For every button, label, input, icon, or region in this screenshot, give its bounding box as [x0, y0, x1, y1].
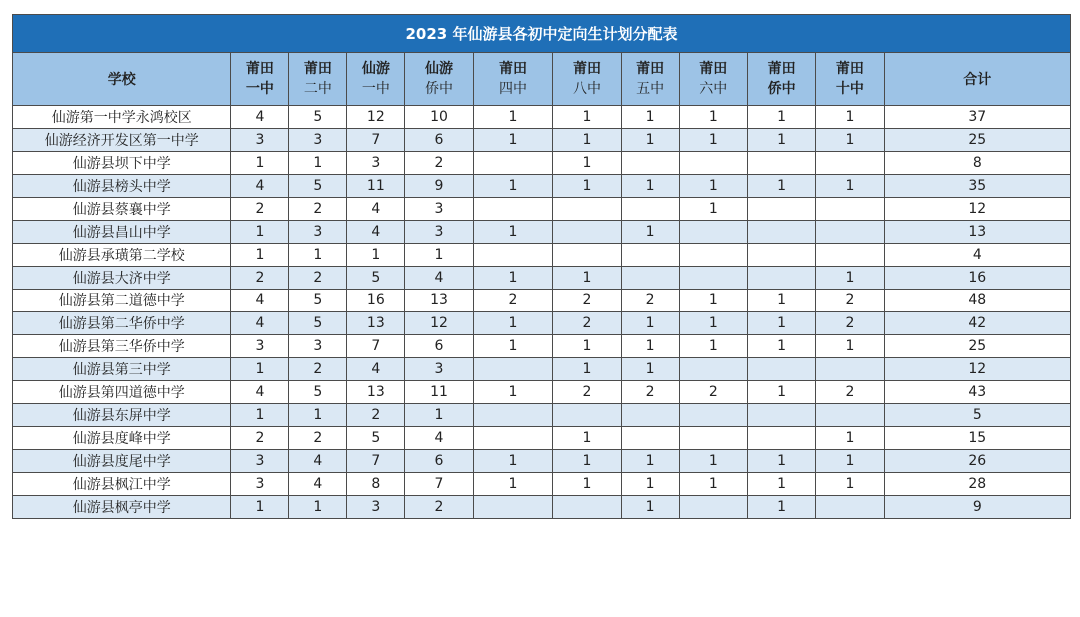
quota-cell: 3: [231, 450, 289, 473]
school-name-cell: 仙游县度峰中学: [13, 427, 231, 450]
quota-cell: 1: [679, 450, 747, 473]
quota-cell: 1: [747, 335, 815, 358]
quota-cell: 4: [231, 289, 289, 312]
quota-cell: 1: [289, 243, 347, 266]
quota-cell: 5: [347, 427, 405, 450]
quota-cell: [473, 404, 553, 427]
quota-cell: 1: [816, 450, 884, 473]
table-row: [13, 151, 1071, 174]
quota-cell: 2: [289, 266, 347, 289]
quota-cell: [747, 220, 815, 243]
quota-cell: 1: [679, 473, 747, 496]
quota-cell: 1: [747, 450, 815, 473]
total-cell: 28: [884, 473, 1070, 496]
quota-cell: 2: [816, 312, 884, 335]
quota-cell: [473, 151, 553, 174]
quota-cell: [621, 427, 679, 450]
quota-cell: 13: [347, 381, 405, 404]
quota-cell: 1: [289, 151, 347, 174]
quota-cell: [473, 427, 553, 450]
total-cell: 8: [884, 151, 1070, 174]
school-name-cell: 仙游县枫江中学: [13, 473, 231, 496]
quota-cell: 1: [816, 427, 884, 450]
quota-cell: 3: [405, 197, 473, 220]
quota-cell: 6: [405, 335, 473, 358]
quota-cell: 1: [473, 450, 553, 473]
quota-cell: 4: [231, 381, 289, 404]
quota-cell: 11: [347, 174, 405, 197]
total-cell: 42: [884, 312, 1070, 335]
total-cell: 12: [884, 358, 1070, 381]
quota-cell: 1: [553, 335, 621, 358]
quota-cell: 1: [231, 495, 289, 518]
table-row: [13, 174, 1071, 197]
quota-cell: 1: [473, 106, 553, 129]
quota-cell: [816, 220, 884, 243]
quota-cell: 1: [553, 358, 621, 381]
quota-cell: 1: [473, 312, 553, 335]
quota-cell: 1: [621, 495, 679, 518]
quota-cell: 2: [553, 381, 621, 404]
quota-cell: 13: [347, 312, 405, 335]
column-header: 合计: [884, 53, 1070, 106]
column-header-line2: 二中: [303, 81, 332, 97]
quota-cell: 2: [405, 151, 473, 174]
quota-cell: [679, 358, 747, 381]
total-cell: 25: [884, 128, 1070, 151]
quota-cell: 1: [473, 220, 553, 243]
table-row: [13, 128, 1071, 151]
quota-cell: 1: [231, 220, 289, 243]
total-cell: 25: [884, 335, 1070, 358]
table-row: [13, 266, 1071, 289]
quota-cell: 1: [347, 243, 405, 266]
column-header-line1: 仙游: [361, 61, 390, 77]
quota-cell: 1: [747, 381, 815, 404]
table-row: [13, 381, 1071, 404]
quota-cell: [679, 495, 747, 518]
quota-cell: 10: [405, 106, 473, 129]
quota-cell: [816, 404, 884, 427]
table-row: [13, 473, 1071, 496]
quota-cell: 3: [289, 335, 347, 358]
table-row: [13, 106, 1071, 129]
quota-cell: 4: [405, 266, 473, 289]
quota-cell: 4: [405, 427, 473, 450]
quota-cell: 1: [816, 266, 884, 289]
column-header-line1: 莆田: [245, 61, 274, 77]
quota-cell: 1: [553, 151, 621, 174]
table-row: [13, 427, 1071, 450]
quota-cell: 1: [621, 174, 679, 197]
quota-cell: 12: [347, 106, 405, 129]
quota-cell: [816, 495, 884, 518]
quota-cell: 2: [231, 427, 289, 450]
school-name-cell: 仙游县第二华侨中学: [13, 312, 231, 335]
quota-cell: 1: [679, 128, 747, 151]
header-row: [13, 53, 1071, 106]
quota-cell: [747, 151, 815, 174]
school-name-cell: 仙游县昌山中学: [13, 220, 231, 243]
column-header: 学校: [13, 53, 231, 106]
quota-cell: 1: [679, 312, 747, 335]
quota-cell: 2: [553, 289, 621, 312]
column-header-line2: 十中: [835, 81, 864, 97]
quota-cell: 1: [553, 266, 621, 289]
quota-cell: 7: [347, 335, 405, 358]
quota-cell: 4: [289, 473, 347, 496]
quota-cell: 1: [231, 404, 289, 427]
quota-cell: [621, 243, 679, 266]
table-row: [13, 312, 1071, 335]
table-row: [13, 450, 1071, 473]
quota-cell: 4: [347, 220, 405, 243]
quota-cell: 1: [679, 335, 747, 358]
quota-cell: 1: [473, 381, 553, 404]
quota-cell: 1: [621, 128, 679, 151]
column-header-line1: 莆田: [767, 61, 796, 77]
column-header-line2: 一中: [245, 81, 274, 97]
column-header: [679, 53, 747, 106]
quota-cell: 16: [347, 289, 405, 312]
quota-cell: [473, 243, 553, 266]
quota-cell: 5: [347, 266, 405, 289]
allocation-table-container: [12, 14, 1071, 519]
column-header-line1: 莆田: [303, 61, 332, 77]
column-header-line1: 莆田: [636, 61, 665, 77]
quota-cell: 1: [231, 358, 289, 381]
quota-cell: 4: [231, 174, 289, 197]
quota-cell: 1: [816, 473, 884, 496]
quota-cell: [679, 427, 747, 450]
quota-cell: 1: [816, 174, 884, 197]
column-header: [621, 53, 679, 106]
quota-cell: 1: [747, 106, 815, 129]
quota-cell: [473, 495, 553, 518]
quota-cell: 11: [405, 381, 473, 404]
column-header: [405, 53, 473, 106]
total-cell: 15: [884, 427, 1070, 450]
quota-cell: [816, 151, 884, 174]
total-cell: 4: [884, 243, 1070, 266]
quota-cell: 1: [473, 128, 553, 151]
quota-cell: 1: [553, 473, 621, 496]
column-header: [473, 53, 553, 106]
quota-cell: 1: [289, 495, 347, 518]
column-header-line2: 四中: [498, 81, 527, 97]
school-name-cell: 仙游县蔡襄中学: [13, 197, 231, 220]
quota-cell: [553, 495, 621, 518]
quota-cell: 1: [473, 335, 553, 358]
quota-cell: 4: [347, 197, 405, 220]
quota-cell: [621, 266, 679, 289]
quota-cell: 3: [405, 220, 473, 243]
table-row: [13, 243, 1071, 266]
quota-cell: [621, 197, 679, 220]
quota-cell: [679, 404, 747, 427]
table-title: 2023 年仙游县各初中定向生计划分配表: [12, 14, 1071, 52]
quota-cell: [621, 404, 679, 427]
quota-cell: 1: [816, 106, 884, 129]
quota-cell: 2: [405, 495, 473, 518]
total-cell: 16: [884, 266, 1070, 289]
column-header-line2: 八中: [573, 81, 601, 97]
quota-cell: 1: [473, 266, 553, 289]
table-row: [13, 495, 1071, 518]
column-header: [747, 53, 815, 106]
column-header: [553, 53, 621, 106]
table-row: [13, 220, 1071, 243]
quota-cell: 5: [289, 106, 347, 129]
quota-cell: 1: [553, 427, 621, 450]
total-cell: 43: [884, 381, 1070, 404]
quota-cell: 4: [231, 106, 289, 129]
quota-cell: [747, 358, 815, 381]
quota-cell: 2: [679, 381, 747, 404]
quota-cell: 1: [679, 197, 747, 220]
quota-cell: 1: [231, 151, 289, 174]
quota-cell: 4: [231, 312, 289, 335]
quota-cell: 2: [473, 289, 553, 312]
total-cell: 26: [884, 450, 1070, 473]
quota-cell: 1: [679, 106, 747, 129]
quota-cell: [473, 358, 553, 381]
quota-cell: 3: [289, 220, 347, 243]
table-body: [13, 106, 1071, 519]
quota-cell: 3: [347, 495, 405, 518]
quota-cell: [679, 151, 747, 174]
column-header: [289, 53, 347, 106]
table-row: [13, 358, 1071, 381]
column-header: [347, 53, 405, 106]
quota-cell: 3: [347, 151, 405, 174]
quota-cell: 1: [816, 335, 884, 358]
quota-cell: 1: [747, 289, 815, 312]
quota-cell: [816, 197, 884, 220]
quota-cell: 1: [621, 358, 679, 381]
school-name-cell: 仙游县第三中学: [13, 358, 231, 381]
quota-cell: 2: [621, 381, 679, 404]
school-name-cell: 仙游县东屏中学: [13, 404, 231, 427]
quota-cell: 1: [816, 128, 884, 151]
quota-cell: 1: [747, 312, 815, 335]
school-name-cell: 仙游县枫亭中学: [13, 495, 231, 518]
quota-cell: 13: [405, 289, 473, 312]
column-header-line2: 一中: [361, 81, 390, 97]
quota-cell: 1: [621, 220, 679, 243]
table-row: [13, 404, 1071, 427]
quota-cell: 3: [231, 335, 289, 358]
school-name-cell: 仙游县承璜第二学校: [13, 243, 231, 266]
school-name-cell: 仙游县度尾中学: [13, 450, 231, 473]
column-header-line2: 侨中: [767, 81, 796, 97]
quota-cell: 1: [747, 473, 815, 496]
quota-cell: [747, 404, 815, 427]
quota-cell: 1: [621, 473, 679, 496]
quota-cell: 1: [747, 495, 815, 518]
quota-cell: 7: [405, 473, 473, 496]
quota-cell: [553, 220, 621, 243]
quota-cell: 7: [347, 128, 405, 151]
quota-cell: 9: [405, 174, 473, 197]
quota-cell: 3: [231, 128, 289, 151]
total-cell: 48: [884, 289, 1070, 312]
quota-cell: 1: [231, 243, 289, 266]
quota-cell: [816, 358, 884, 381]
column-header-line2: 侨中: [424, 81, 453, 97]
quota-cell: 1: [747, 174, 815, 197]
quota-cell: 2: [289, 427, 347, 450]
quota-cell: [621, 151, 679, 174]
total-cell: 37: [884, 106, 1070, 129]
quota-cell: 2: [816, 381, 884, 404]
column-header: [816, 53, 884, 106]
quota-cell: 1: [553, 174, 621, 197]
table-row: [13, 197, 1071, 220]
quota-cell: 2: [289, 197, 347, 220]
column-header-line1: 莆田: [699, 61, 728, 77]
column-header-line2: 五中: [636, 81, 665, 97]
quota-cell: 2: [553, 312, 621, 335]
table-row: [13, 335, 1071, 358]
quota-cell: 1: [473, 473, 553, 496]
quota-cell: 1: [289, 404, 347, 427]
quota-cell: 2: [289, 358, 347, 381]
school-name-cell: 仙游县第三华侨中学: [13, 335, 231, 358]
quota-cell: 7: [347, 450, 405, 473]
quota-cell: 4: [289, 450, 347, 473]
school-name-cell: 仙游第一中学永鸿校区: [13, 106, 231, 129]
quota-cell: [553, 404, 621, 427]
quota-cell: 8: [347, 473, 405, 496]
quota-cell: 1: [621, 106, 679, 129]
quota-cell: [747, 266, 815, 289]
quota-cell: 5: [289, 312, 347, 335]
table-row: [13, 289, 1071, 312]
column-header-line1: 莆田: [498, 61, 527, 77]
quota-cell: 1: [679, 174, 747, 197]
total-cell: 35: [884, 174, 1070, 197]
school-name-cell: 仙游经济开发区第一中学: [13, 128, 231, 151]
column-header-line1: 莆田: [573, 61, 601, 77]
column-header-line2: 六中: [699, 81, 728, 97]
school-name-cell: 仙游县第四道德中学: [13, 381, 231, 404]
quota-cell: 6: [405, 450, 473, 473]
quota-cell: 5: [289, 289, 347, 312]
allocation-table: [12, 52, 1071, 519]
quota-cell: 1: [553, 106, 621, 129]
quota-cell: 3: [289, 128, 347, 151]
school-name-cell: 仙游县大济中学: [13, 266, 231, 289]
quota-cell: [553, 197, 621, 220]
quota-cell: 1: [621, 335, 679, 358]
total-cell: 12: [884, 197, 1070, 220]
quota-cell: 1: [621, 312, 679, 335]
school-name-cell: 仙游县第二道德中学: [13, 289, 231, 312]
quota-cell: 1: [405, 404, 473, 427]
quota-cell: 1: [473, 174, 553, 197]
quota-cell: 2: [347, 404, 405, 427]
total-cell: 13: [884, 220, 1070, 243]
quota-cell: 2: [231, 197, 289, 220]
quota-cell: 2: [231, 266, 289, 289]
school-name-cell: 仙游县坝下中学: [13, 151, 231, 174]
quota-cell: 1: [747, 128, 815, 151]
quota-cell: 1: [553, 128, 621, 151]
quota-cell: 6: [405, 128, 473, 151]
quota-cell: 3: [405, 358, 473, 381]
quota-cell: [747, 427, 815, 450]
quota-cell: [679, 220, 747, 243]
quota-cell: 1: [621, 450, 679, 473]
quota-cell: 4: [347, 358, 405, 381]
quota-cell: [473, 197, 553, 220]
quota-cell: 1: [679, 289, 747, 312]
total-cell: 9: [884, 495, 1070, 518]
quota-cell: [679, 266, 747, 289]
school-name-cell: 仙游县榜头中学: [13, 174, 231, 197]
quota-cell: [747, 197, 815, 220]
column-header-line1: 仙游: [424, 61, 453, 77]
quota-cell: 3: [231, 473, 289, 496]
quota-cell: 5: [289, 174, 347, 197]
quota-cell: [553, 243, 621, 266]
quota-cell: 1: [553, 450, 621, 473]
quota-cell: 1: [405, 243, 473, 266]
quota-cell: [679, 243, 747, 266]
quota-cell: 2: [621, 289, 679, 312]
quota-cell: [816, 243, 884, 266]
column-header: [231, 53, 289, 106]
quota-cell: [747, 243, 815, 266]
quota-cell: 2: [816, 289, 884, 312]
quota-cell: 12: [405, 312, 473, 335]
column-header-line1: 莆田: [835, 61, 864, 77]
total-cell: 5: [884, 404, 1070, 427]
quota-cell: 5: [289, 381, 347, 404]
